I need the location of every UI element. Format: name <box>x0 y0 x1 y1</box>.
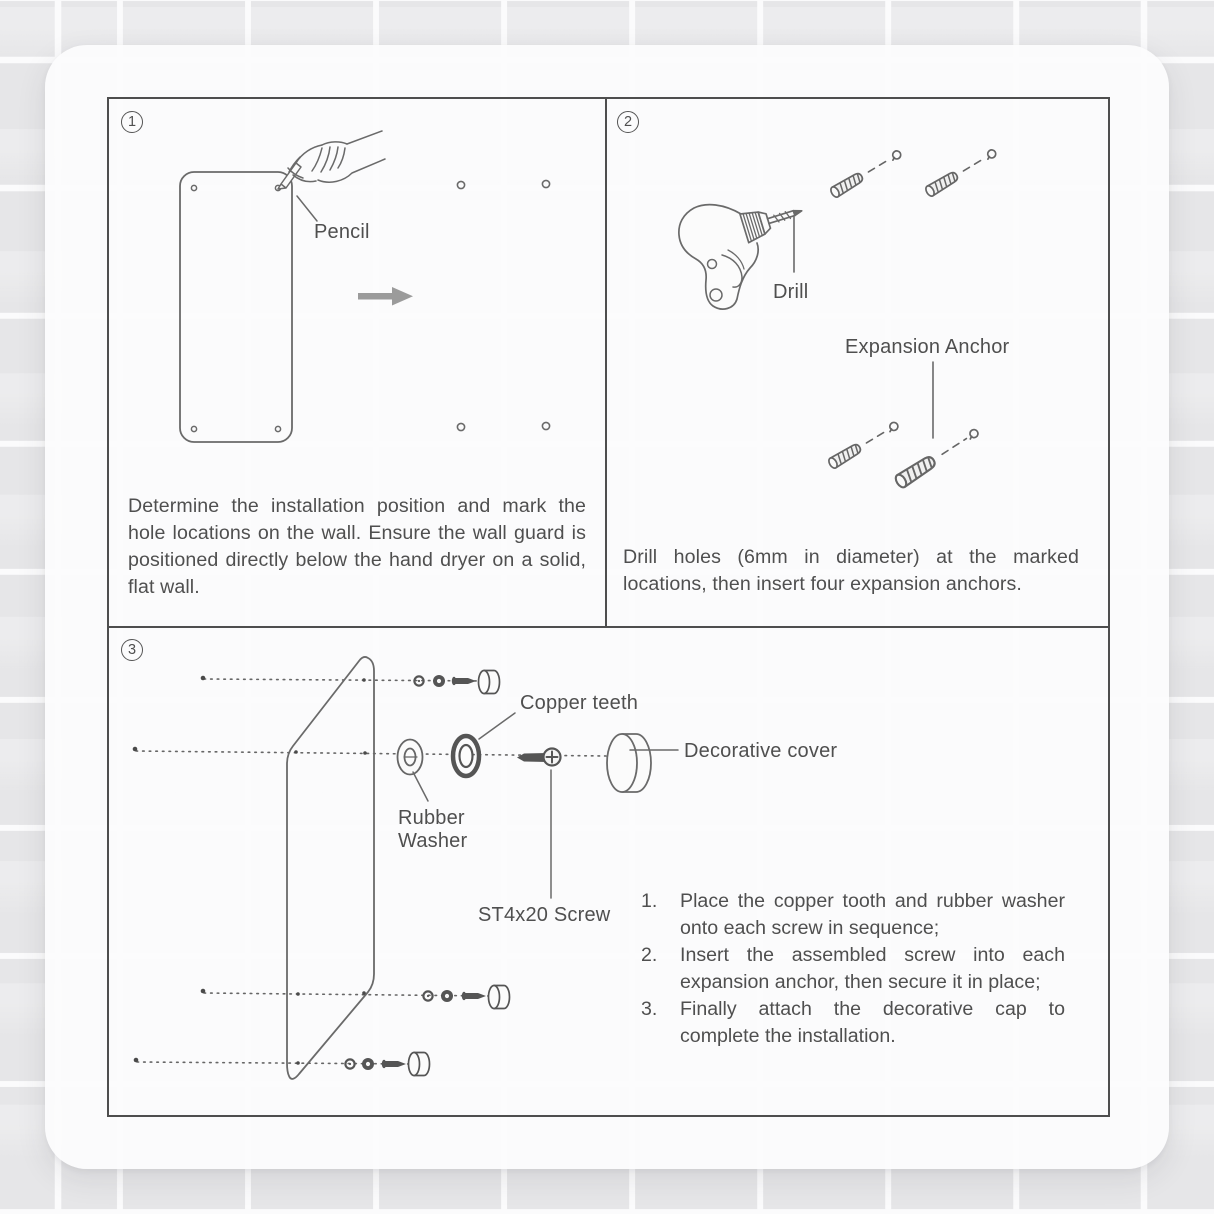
instruction-number: 2. <box>641 944 658 966</box>
expansion-anchor-label: Expansion Anchor <box>845 336 1010 358</box>
step3-instructions <box>641 888 1065 1050</box>
pencil-label: Pencil <box>314 221 370 243</box>
drill-label: Drill <box>773 281 809 303</box>
step2-number-badge: 2 <box>617 111 639 133</box>
instruction-item-1 <box>641 888 1065 942</box>
instruction-number: 3. <box>641 998 658 1020</box>
step1-number-badge: 1 <box>121 111 143 133</box>
instruction-text: Finally attach the decorative cap to complete the installation. <box>680 998 1065 1047</box>
instruction-item-3 <box>641 996 1065 1050</box>
rubber-washer-label-line2: Washer <box>398 830 468 852</box>
decorative-cover-label: Decorative cover <box>684 740 838 762</box>
instruction-item-2 <box>641 942 1065 996</box>
copper-teeth-label: Copper teeth <box>520 692 639 714</box>
instruction-text: Insert the assembled screw into each expansion anchor, then secure it in place; <box>680 944 1065 993</box>
instruction-number: 1. <box>641 890 658 912</box>
horizontal-divider <box>109 626 1108 628</box>
rubber-washer-label-line1: Rubber <box>398 807 465 829</box>
instruction-text: Place the copper tooth and rubber washer onto each screw in sequence; <box>680 890 1065 939</box>
screw-label: ST4x20 Screw <box>478 904 611 926</box>
step2-description: Drill holes (6mm in diameter) at the marked locations, then insert four expansion anchors. <box>623 546 1079 595</box>
step3-number-badge: 3 <box>121 639 143 661</box>
step1-description: Determine the installation position and mark the hole locations on the wall. Ensure the wall guard is positioned directly below the hand dryer on a solid, flat wall. <box>128 495 586 598</box>
vertical-divider <box>605 99 607 626</box>
